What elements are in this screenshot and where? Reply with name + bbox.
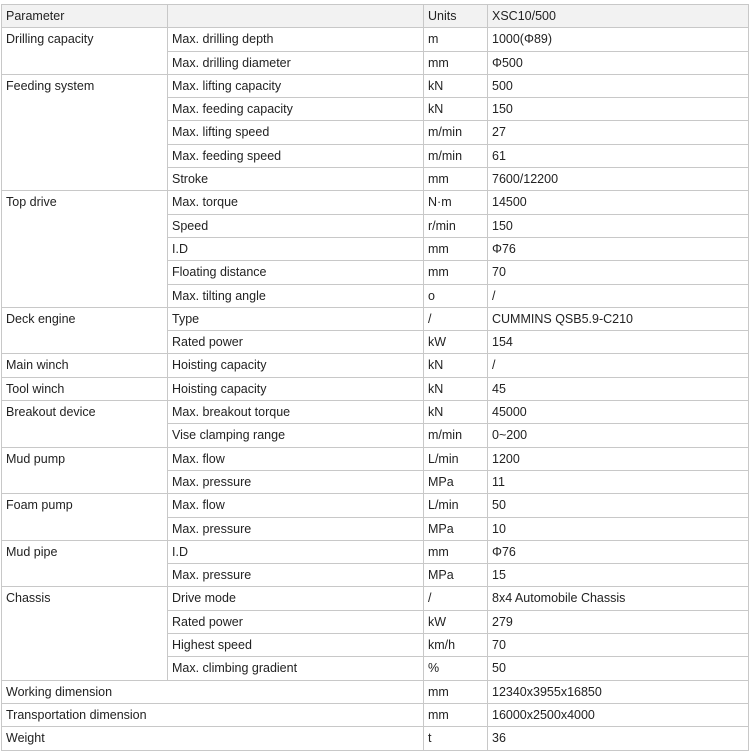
value: 45000 xyxy=(488,401,749,424)
unit: mm xyxy=(424,540,488,563)
item-name: Drive mode xyxy=(168,587,424,610)
unit: mm xyxy=(424,237,488,260)
value: 150 xyxy=(488,98,749,121)
header-model: XSC10/500 xyxy=(488,5,749,28)
group-name: Drilling capacity xyxy=(2,28,168,75)
unit: m/min xyxy=(424,144,488,167)
group-name: Breakout device xyxy=(2,401,168,448)
table-row xyxy=(2,703,749,726)
value: 10 xyxy=(488,517,749,540)
unit: kN xyxy=(424,74,488,97)
value: 15 xyxy=(488,564,749,587)
value: CUMMINS QSB5.9-C210 xyxy=(488,307,749,330)
unit: mm xyxy=(424,261,488,284)
item-name: Rated power xyxy=(168,331,424,354)
value: 70 xyxy=(488,261,749,284)
value: 150 xyxy=(488,214,749,237)
unit: km/h xyxy=(424,634,488,657)
value: 16000x2500x4000 xyxy=(488,703,749,726)
unit: % xyxy=(424,657,488,680)
header-units: Units xyxy=(424,5,488,28)
unit: kN xyxy=(424,401,488,424)
unit: m/min xyxy=(424,121,488,144)
parameter-name: Transportation dimension xyxy=(2,703,424,726)
group-name: Foam pump xyxy=(2,494,168,541)
item-name: Max. lifting speed xyxy=(168,121,424,144)
unit: t xyxy=(424,727,488,750)
item-name: Max. pressure xyxy=(168,517,424,540)
value: 279 xyxy=(488,610,749,633)
unit: MPa xyxy=(424,470,488,493)
unit: mm xyxy=(424,680,488,703)
unit: MPa xyxy=(424,517,488,540)
value: 14500 xyxy=(488,191,749,214)
unit: / xyxy=(424,307,488,330)
unit: L/min xyxy=(424,494,488,517)
unit: o xyxy=(424,284,488,307)
table-row xyxy=(2,494,749,517)
item-name: Max. breakout torque xyxy=(168,401,424,424)
item-name: Floating distance xyxy=(168,261,424,284)
item-name: Speed xyxy=(168,214,424,237)
header-parameter: Parameter xyxy=(2,5,168,28)
table-row xyxy=(2,74,749,97)
table-row xyxy=(2,28,749,51)
unit: kW xyxy=(424,610,488,633)
group-name: Deck engine xyxy=(2,307,168,354)
value: / xyxy=(488,354,749,377)
item-name: Max. pressure xyxy=(168,470,424,493)
value: 8x4 Automobile Chassis xyxy=(488,587,749,610)
group-name: Mud pipe xyxy=(2,540,168,587)
group-name: Top drive xyxy=(2,191,168,307)
item-name: Max. flow xyxy=(168,447,424,470)
value: / xyxy=(488,284,749,307)
item-name: I.D xyxy=(168,540,424,563)
spec-table-body xyxy=(2,5,749,751)
item-name: Max. feeding capacity xyxy=(168,98,424,121)
value: Φ76 xyxy=(488,237,749,260)
table-row xyxy=(2,540,749,563)
value: 0~200 xyxy=(488,424,749,447)
item-name: Stroke xyxy=(168,168,424,191)
unit: kN xyxy=(424,98,488,121)
value: 50 xyxy=(488,657,749,680)
value: 12340x3955x16850 xyxy=(488,680,749,703)
unit: mm xyxy=(424,168,488,191)
group-name: Main winch xyxy=(2,354,168,377)
item-name: Hoisting capacity xyxy=(168,377,424,400)
unit: / xyxy=(424,587,488,610)
group-name: Chassis xyxy=(2,587,168,680)
table-row xyxy=(2,587,749,610)
unit: mm xyxy=(424,51,488,74)
spec-table xyxy=(1,4,749,751)
unit: m xyxy=(424,28,488,51)
value: 50 xyxy=(488,494,749,517)
value: 36 xyxy=(488,727,749,750)
group-name: Tool winch xyxy=(2,377,168,400)
value: 27 xyxy=(488,121,749,144)
group-name: Mud pump xyxy=(2,447,168,494)
item-name: Max. drilling depth xyxy=(168,28,424,51)
item-name: Highest speed xyxy=(168,634,424,657)
unit: kN xyxy=(424,354,488,377)
item-name: Type xyxy=(168,307,424,330)
unit: N·m xyxy=(424,191,488,214)
unit: r/min xyxy=(424,214,488,237)
unit: MPa xyxy=(424,564,488,587)
item-name: Max. torque xyxy=(168,191,424,214)
value: 45 xyxy=(488,377,749,400)
group-name: Feeding system xyxy=(2,74,168,190)
table-row xyxy=(2,401,749,424)
item-name: Max. pressure xyxy=(168,564,424,587)
unit: kW xyxy=(424,331,488,354)
unit: mm xyxy=(424,703,488,726)
value: 1200 xyxy=(488,447,749,470)
value: Φ500 xyxy=(488,51,749,74)
table-row xyxy=(2,191,749,214)
item-name: Max. tilting angle xyxy=(168,284,424,307)
value: 500 xyxy=(488,74,749,97)
table-row xyxy=(2,680,749,703)
value: 70 xyxy=(488,634,749,657)
item-name: Max. lifting capacity xyxy=(168,74,424,97)
header-row xyxy=(2,5,749,28)
value: 61 xyxy=(488,144,749,167)
parameter-name: Weight xyxy=(2,727,424,750)
item-name: Hoisting capacity xyxy=(168,354,424,377)
item-name: Max. climbing gradient xyxy=(168,657,424,680)
value: 154 xyxy=(488,331,749,354)
value: 11 xyxy=(488,470,749,493)
value: 7600/12200 xyxy=(488,168,749,191)
item-name: Max. flow xyxy=(168,494,424,517)
item-name: Vise clamping range xyxy=(168,424,424,447)
table-row xyxy=(2,354,749,377)
item-name: Max. drilling diameter xyxy=(168,51,424,74)
item-name: Max. feeding speed xyxy=(168,144,424,167)
parameter-name: Working dimension xyxy=(2,680,424,703)
unit: kN xyxy=(424,377,488,400)
table-row xyxy=(2,727,749,750)
table-row xyxy=(2,377,749,400)
value: Φ76 xyxy=(488,540,749,563)
table-row xyxy=(2,447,749,470)
item-name: I.D xyxy=(168,237,424,260)
unit: L/min xyxy=(424,447,488,470)
header-sub xyxy=(168,5,424,28)
table-row xyxy=(2,307,749,330)
value: 1000(Φ89) xyxy=(488,28,749,51)
item-name: Rated power xyxy=(168,610,424,633)
unit: m/min xyxy=(424,424,488,447)
